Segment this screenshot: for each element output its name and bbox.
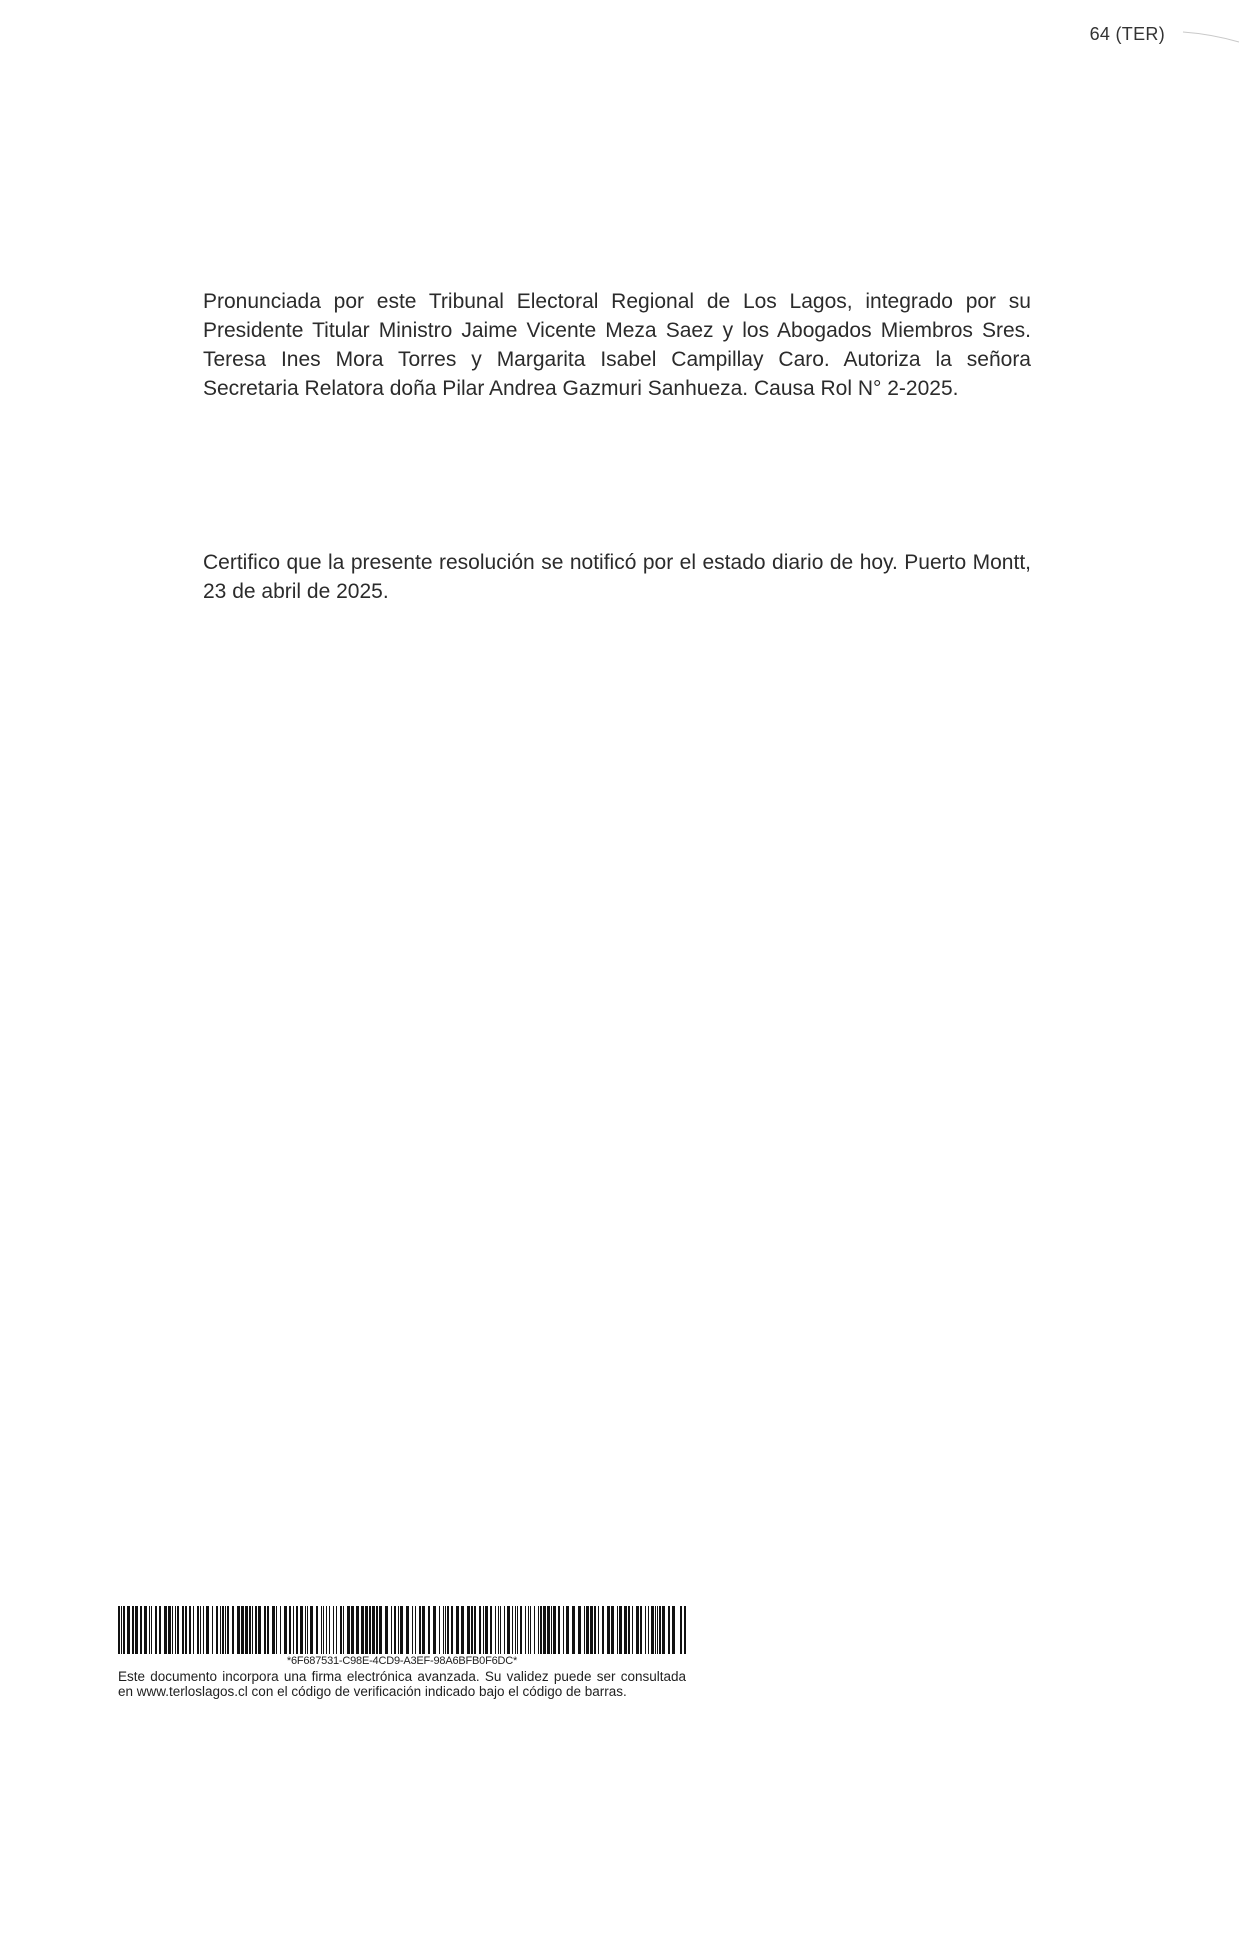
signature-paragraph: Pronunciada por este Tribunal Electoral Regional de Los Lagos, integrado por su Presidente Titular Ministro Jaime Vicente Meza Saez y los Abogados Miembros Sres. Teresa Ines Mora Torres y Margarita Isabel Campillay Caro. Autoriza la señora Secretaria Relatora doña Pilar Andrea Gazmuri Sanhueza. Causa Rol N° 2-2025. xyxy=(203,290,1031,400)
barcode-block xyxy=(118,1606,686,1699)
barcode xyxy=(118,1606,686,1654)
verification-note: Este documento incorpora una firma electrónica avanzada. Su validez puede ser consultada en www.terloslagos.cl con el código de verificación indicado bajo el código de barras. xyxy=(118,1669,686,1699)
scan-artifact-line xyxy=(1181,30,1241,44)
barcode-verification-code: *6F687531-C98E-4CD9-A3EF-98A6BFB0F6DC* xyxy=(286,1655,518,1667)
certification-paragraph: Certifico que la presente resolución se notificó por el estado diario de hoy. Puerto Montt, 23 de abril de 2025. xyxy=(203,551,1031,603)
page-number: 64 (TER) xyxy=(1089,24,1165,44)
